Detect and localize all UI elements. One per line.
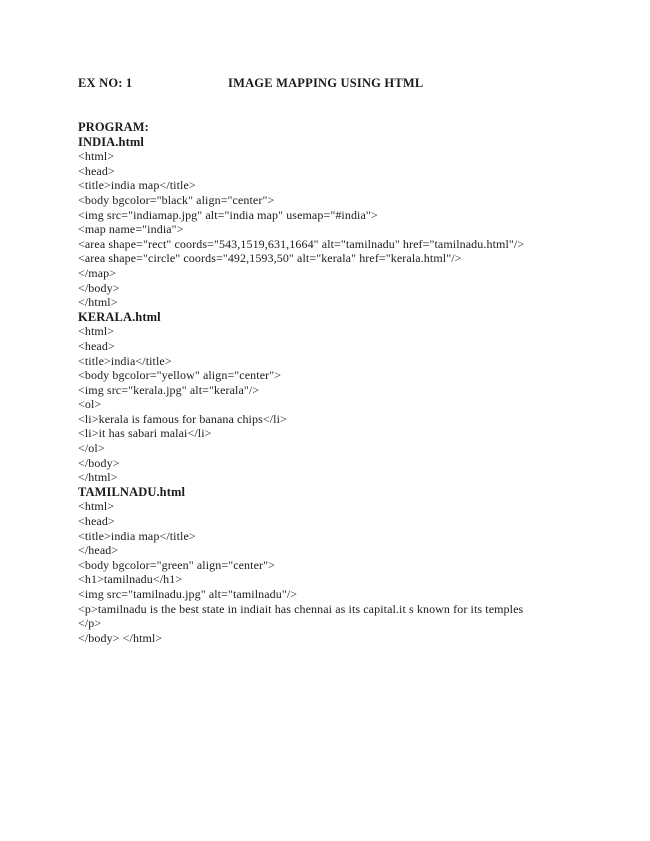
code-line: <img src="kerala.jpg" alt="kerala"/> bbox=[78, 382, 260, 397]
code-line: <p>tamilnadu is the best state in indiait has chennai as its capital.it s known for its temples bbox=[78, 601, 524, 616]
exercise-title: IMAGE MAPPING USING HTML bbox=[228, 76, 424, 90]
code-line: <head> bbox=[78, 338, 115, 353]
code-line: <map name="india"> bbox=[78, 222, 184, 237]
code-line: <body bgcolor="green" align="center"> bbox=[78, 557, 275, 572]
code-line: </ol> bbox=[78, 441, 105, 456]
code-line: </body> </html> bbox=[78, 630, 163, 645]
code-line: </map> bbox=[78, 265, 117, 280]
section-heading: KERALA.html bbox=[78, 309, 161, 324]
code-line: <html> bbox=[78, 499, 115, 514]
code-line: </head> bbox=[78, 543, 119, 558]
code-line: <li>it has sabari malai</li> bbox=[78, 426, 212, 441]
code-line: <area shape="rect" coords="543,1519,631,1664" alt="tamilnadu" href="tamilnadu.html"/> bbox=[78, 236, 525, 251]
code-line: <title>india map</title> bbox=[78, 178, 196, 193]
section-heading: TAMILNADU.html bbox=[78, 484, 186, 499]
code-line: <h1>tamilnadu</h1> bbox=[78, 572, 183, 587]
code-line: <html> bbox=[78, 149, 115, 164]
code-line: </p> bbox=[78, 616, 102, 631]
code-line: <img src="tamilnadu.jpg" alt="tamilnadu"/> bbox=[78, 587, 298, 601]
code-line: <html> bbox=[78, 324, 115, 339]
code-line: </html> bbox=[78, 295, 118, 310]
exercise-header bbox=[78, 76, 598, 91]
code-line: <head> bbox=[78, 514, 115, 529]
section-heading: INDIA.html bbox=[78, 134, 144, 149]
section-heading: PROGRAM: bbox=[78, 120, 149, 134]
code-line: <title>india</title> bbox=[78, 353, 172, 368]
code-line: <img src="indiamap.jpg" alt="india map" usemap="#india"> bbox=[78, 207, 378, 222]
code-line: </body> bbox=[78, 455, 120, 470]
code-line: <li>kerala is famous for banana chips</li> bbox=[78, 411, 287, 426]
code-line: <body bgcolor="black" align="center"> bbox=[78, 192, 275, 207]
code-line: <head> bbox=[78, 163, 115, 178]
code-line: <ol> bbox=[78, 397, 102, 412]
code-line: <area shape="circle" coords="492,1593,50" alt="kerala" href="kerala.html"/> bbox=[78, 251, 462, 266]
page-content bbox=[78, 76, 598, 645]
exercise-number: EX NO: 1 bbox=[78, 76, 133, 90]
code-line: </html> bbox=[78, 470, 118, 485]
code-line: <title>india map</title> bbox=[78, 528, 196, 543]
code-line: <body bgcolor="yellow" align="center"> bbox=[78, 368, 282, 383]
code-line: </body> bbox=[78, 280, 120, 295]
code-lines bbox=[78, 120, 598, 645]
